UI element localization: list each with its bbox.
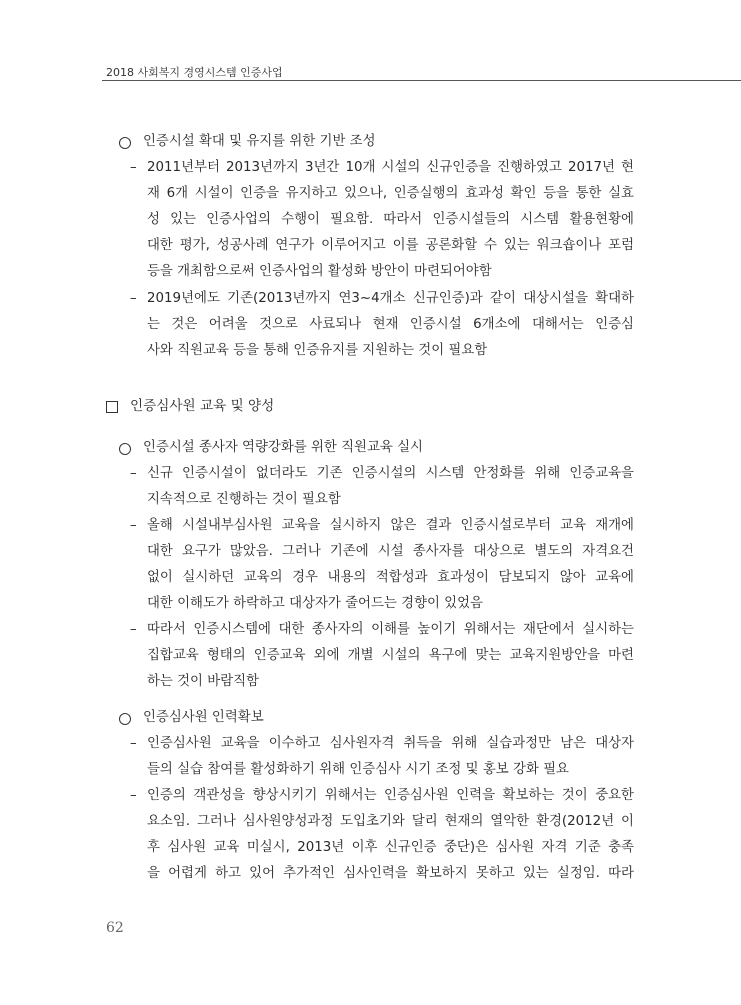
page-number: 62 bbox=[106, 920, 124, 936]
subsection-heading: 인증시설 종사자 역량강화를 위한 직원교육 실시 bbox=[143, 440, 423, 455]
dash-bullet-icon: – bbox=[130, 466, 137, 481]
square-bullet-icon bbox=[106, 401, 118, 413]
paragraph-line: 집합교육 형태의 인증교육 외에 개별 시설의 욕구에 맞는 교육지원방안을 마련 bbox=[147, 648, 634, 663]
paragraph-line: 후 심사원 교육 미실시, 2013년 이후 신규인증 중단)은 심사원 자격 기준 충족 bbox=[147, 840, 634, 855]
paragraph-line: 들의 실습 참여를 활성화하기 위해 인증심사 시기 조정 및 홍보 강화 필요 bbox=[147, 762, 569, 777]
dash-bullet-icon: – bbox=[130, 788, 137, 803]
paragraph-line: 지속적으로 진행하는 것이 필요함 bbox=[147, 492, 341, 507]
section-heading: 인증시설 확대 및 유지를 위한 기반 조성 bbox=[143, 134, 376, 149]
paragraph-line: 사와 직원교육 등을 통해 인증유지를 지원하는 것이 필요함 bbox=[147, 343, 488, 358]
paragraph-line: 을 어렵게 하고 있어 추가적인 심사인력을 확보하지 못하고 있는 실정임. 따라 bbox=[147, 866, 634, 881]
paragraph-line: 인증의 객관성을 향상시키기 위해서는 인증심사원 인력을 확보하는 것이 중요한 bbox=[147, 788, 634, 803]
dash-bullet-icon: – bbox=[130, 622, 137, 637]
circle-bullet-icon bbox=[119, 713, 131, 725]
paragraph-line: 2011년부터 2013년까지 3년간 10개 시설의 신규인증을 진행하였고 2017년 현 bbox=[147, 160, 634, 175]
paragraph-line: 대한 평가, 성공사례 연구가 이루어지고 이를 공론화할 수 있는 워크숍이나 포럼 bbox=[147, 238, 634, 253]
header-title: 2018 사회복지 경영시스템 인증사업 bbox=[106, 66, 283, 79]
subsection-heading: 인증심사원 인력확보 bbox=[143, 710, 264, 725]
header-divider bbox=[102, 80, 741, 81]
paragraph-line: 등을 개최함으로써 인증사업의 활성화 방안이 마련되어야함 bbox=[147, 264, 492, 279]
paragraph-line: 는 것은 어려울 것으로 사료되나 현재 인증시설 6개소에 대해서는 인증심 bbox=[147, 317, 634, 332]
paragraph-line: 대한 요구가 많았음. 그러나 기존에 시설 종사자를 대상으로 별도의 자격요건 bbox=[147, 544, 634, 559]
paragraph-line: 신규 인증시설이 없더라도 기존 인증시설의 시스템 안정화를 위해 인증교육을 bbox=[147, 466, 634, 481]
dash-bullet-icon: – bbox=[130, 518, 137, 533]
paragraph-line: 하는 것이 바람직함 bbox=[147, 674, 259, 689]
dash-bullet-icon: – bbox=[130, 736, 137, 751]
paragraph-line: 올해 시설내부심사원 교육을 실시하지 않은 결과 인증시설로부터 교육 재개에 bbox=[147, 518, 634, 533]
paragraph-line: 따라서 인증시스템에 대한 종사자의 이해를 높이기 위해서는 재단에서 실시하는 bbox=[147, 622, 634, 637]
paragraph-line: 요소임. 그러나 심사원양성과정 도입초기와 달리 현재의 열악한 환경(2012년 이 bbox=[147, 814, 634, 829]
paragraph-line: 대한 이해도가 하락하고 대상자가 줄어드는 경향이 있었음 bbox=[147, 596, 483, 611]
section-title: 인증심사원 교육 및 양성 bbox=[130, 398, 275, 414]
dash-bullet-icon: – bbox=[130, 291, 137, 306]
paragraph-line: 재 6개 시설이 인증을 유지하고 있으나, 인증실행의 효과성 확인 등을 통한 실효 bbox=[147, 186, 634, 201]
paragraph-line: 인증심사원 교육을 이수하고 심사원자격 취득을 위해 실습과정만 남은 대상자 bbox=[147, 736, 634, 751]
paragraph-line: 2019년에도 기존(2013년까지 연3~4개소 신규인증)과 같이 대상시설을 확대하 bbox=[147, 291, 634, 306]
circle-bullet-icon bbox=[119, 443, 131, 455]
paragraph-line: 성 있는 인증사업의 수행이 필요함. 따라서 인증시설들의 시스템 활용현황에 bbox=[147, 212, 634, 227]
circle-bullet-icon bbox=[119, 137, 131, 149]
dash-bullet-icon: – bbox=[130, 160, 137, 175]
paragraph-line: 없이 실시하던 교육의 경우 내용의 적합성과 효과성이 담보되지 않아 교육에 bbox=[147, 570, 634, 585]
